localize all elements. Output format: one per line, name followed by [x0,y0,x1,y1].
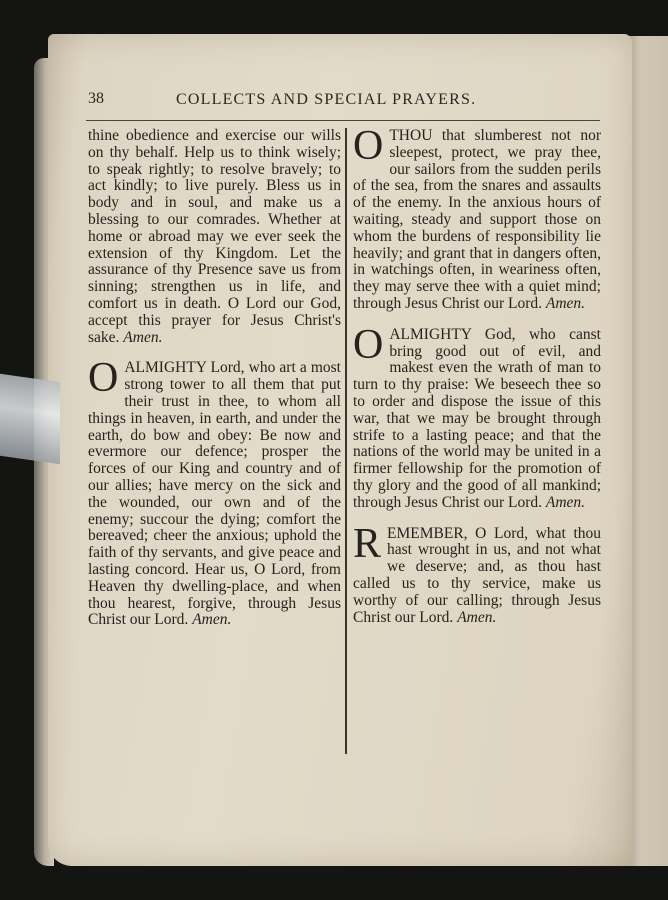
prayer-remember [353,520,601,627]
prayer-text: EMEMBER, O Lord, what thou hast wrought in us, and not what we deserve; and, as thou hast called us to thy service, make us worthy of our calling; through Jesus Christ our Lord. [353,524,601,626]
amen-ending: Amen. [192,611,232,629]
running-title: COLLECTS AND SPECIAL PRAYERS. [176,91,477,108]
right-column [353,123,601,640]
drop-cap: O [353,321,384,368]
prayer-almighty-lord [88,355,341,629]
prayer-text: THOU that slumberest not nor sleepest, protect, we pray thee, our sailors from the sudden perils of the sea, from the snares and assaults of the enemy. In the anxious hours of waiting, steady and support those on whom the burdens of responsibility lie heavily; and grant that in dangers often, in watchings often, in weariness often, they may serve thee with a quiet mind; through Jesus Christ our Lord. [353,127,601,312]
prayer-continuation [88,128,341,346]
prayer-for-peace [353,321,601,512]
drop-cap: O [353,123,384,169]
prayer-text: ALMIGHTY God, who canst bring good out of evil, and makest even the wrath of man to turn to thy praise: We beseech thee so to order and dispose the issue of this war, that we may be brought through strife to a lasting peace; and that the nations of the world may be united in a firmer fellowship for the promotion of thy glory and the good of all mankind; through Jesus Christ our Lord. [353,325,601,511]
drop-cap: R [353,520,382,567]
column-divider [345,128,347,754]
prayer-text: thine obedience and exercise our wills on thy behalf. Help us to think wisely; to speak rightly; to resolve bravely; to act kindly; to live purely. Bless us in body and in soul, and make us a blessing to our comrades. Whether at home or abroad may we ever seek the extension of thy Kingdom. Let the assurance of thy Presence save us from sinning; strengthen us in life, and comfort us in death. O Lord our God, accept this prayer for Jesus Christ's sake. [88,127,341,346]
page-number: 38 [88,90,104,107]
header-rule [86,120,600,121]
left-column [88,128,341,643]
amen-ending: Amen. [545,294,586,312]
drop-cap: O [88,355,119,402]
prayer-for-sailors [353,123,601,313]
amen-ending: Amen. [123,328,163,346]
amen-ending: Amen. [545,493,586,511]
amen-ending: Amen. [457,608,497,626]
ribbon-bookmark [0,374,60,464]
prayer-text: ALMIGHTY Lord, who art a most strong tower to all them that put their trust in thee, to whom all things in heaven, in earth, and under the earth, do bow and obey: Be now and evermore our defence; prosper the forces of our King and country and of our allies; have mercy on the sick and the wounded, our own and of the enemy; succour the dying; comfort the bereaved; cheer the anxious; uphold the faith of thy servants, and give peace and lasting concord. Hear us, O Lord, from Heaven thy dwelling-place, and when thou hearest, forgive, through Jesus Christ our Lord. [88,359,341,629]
